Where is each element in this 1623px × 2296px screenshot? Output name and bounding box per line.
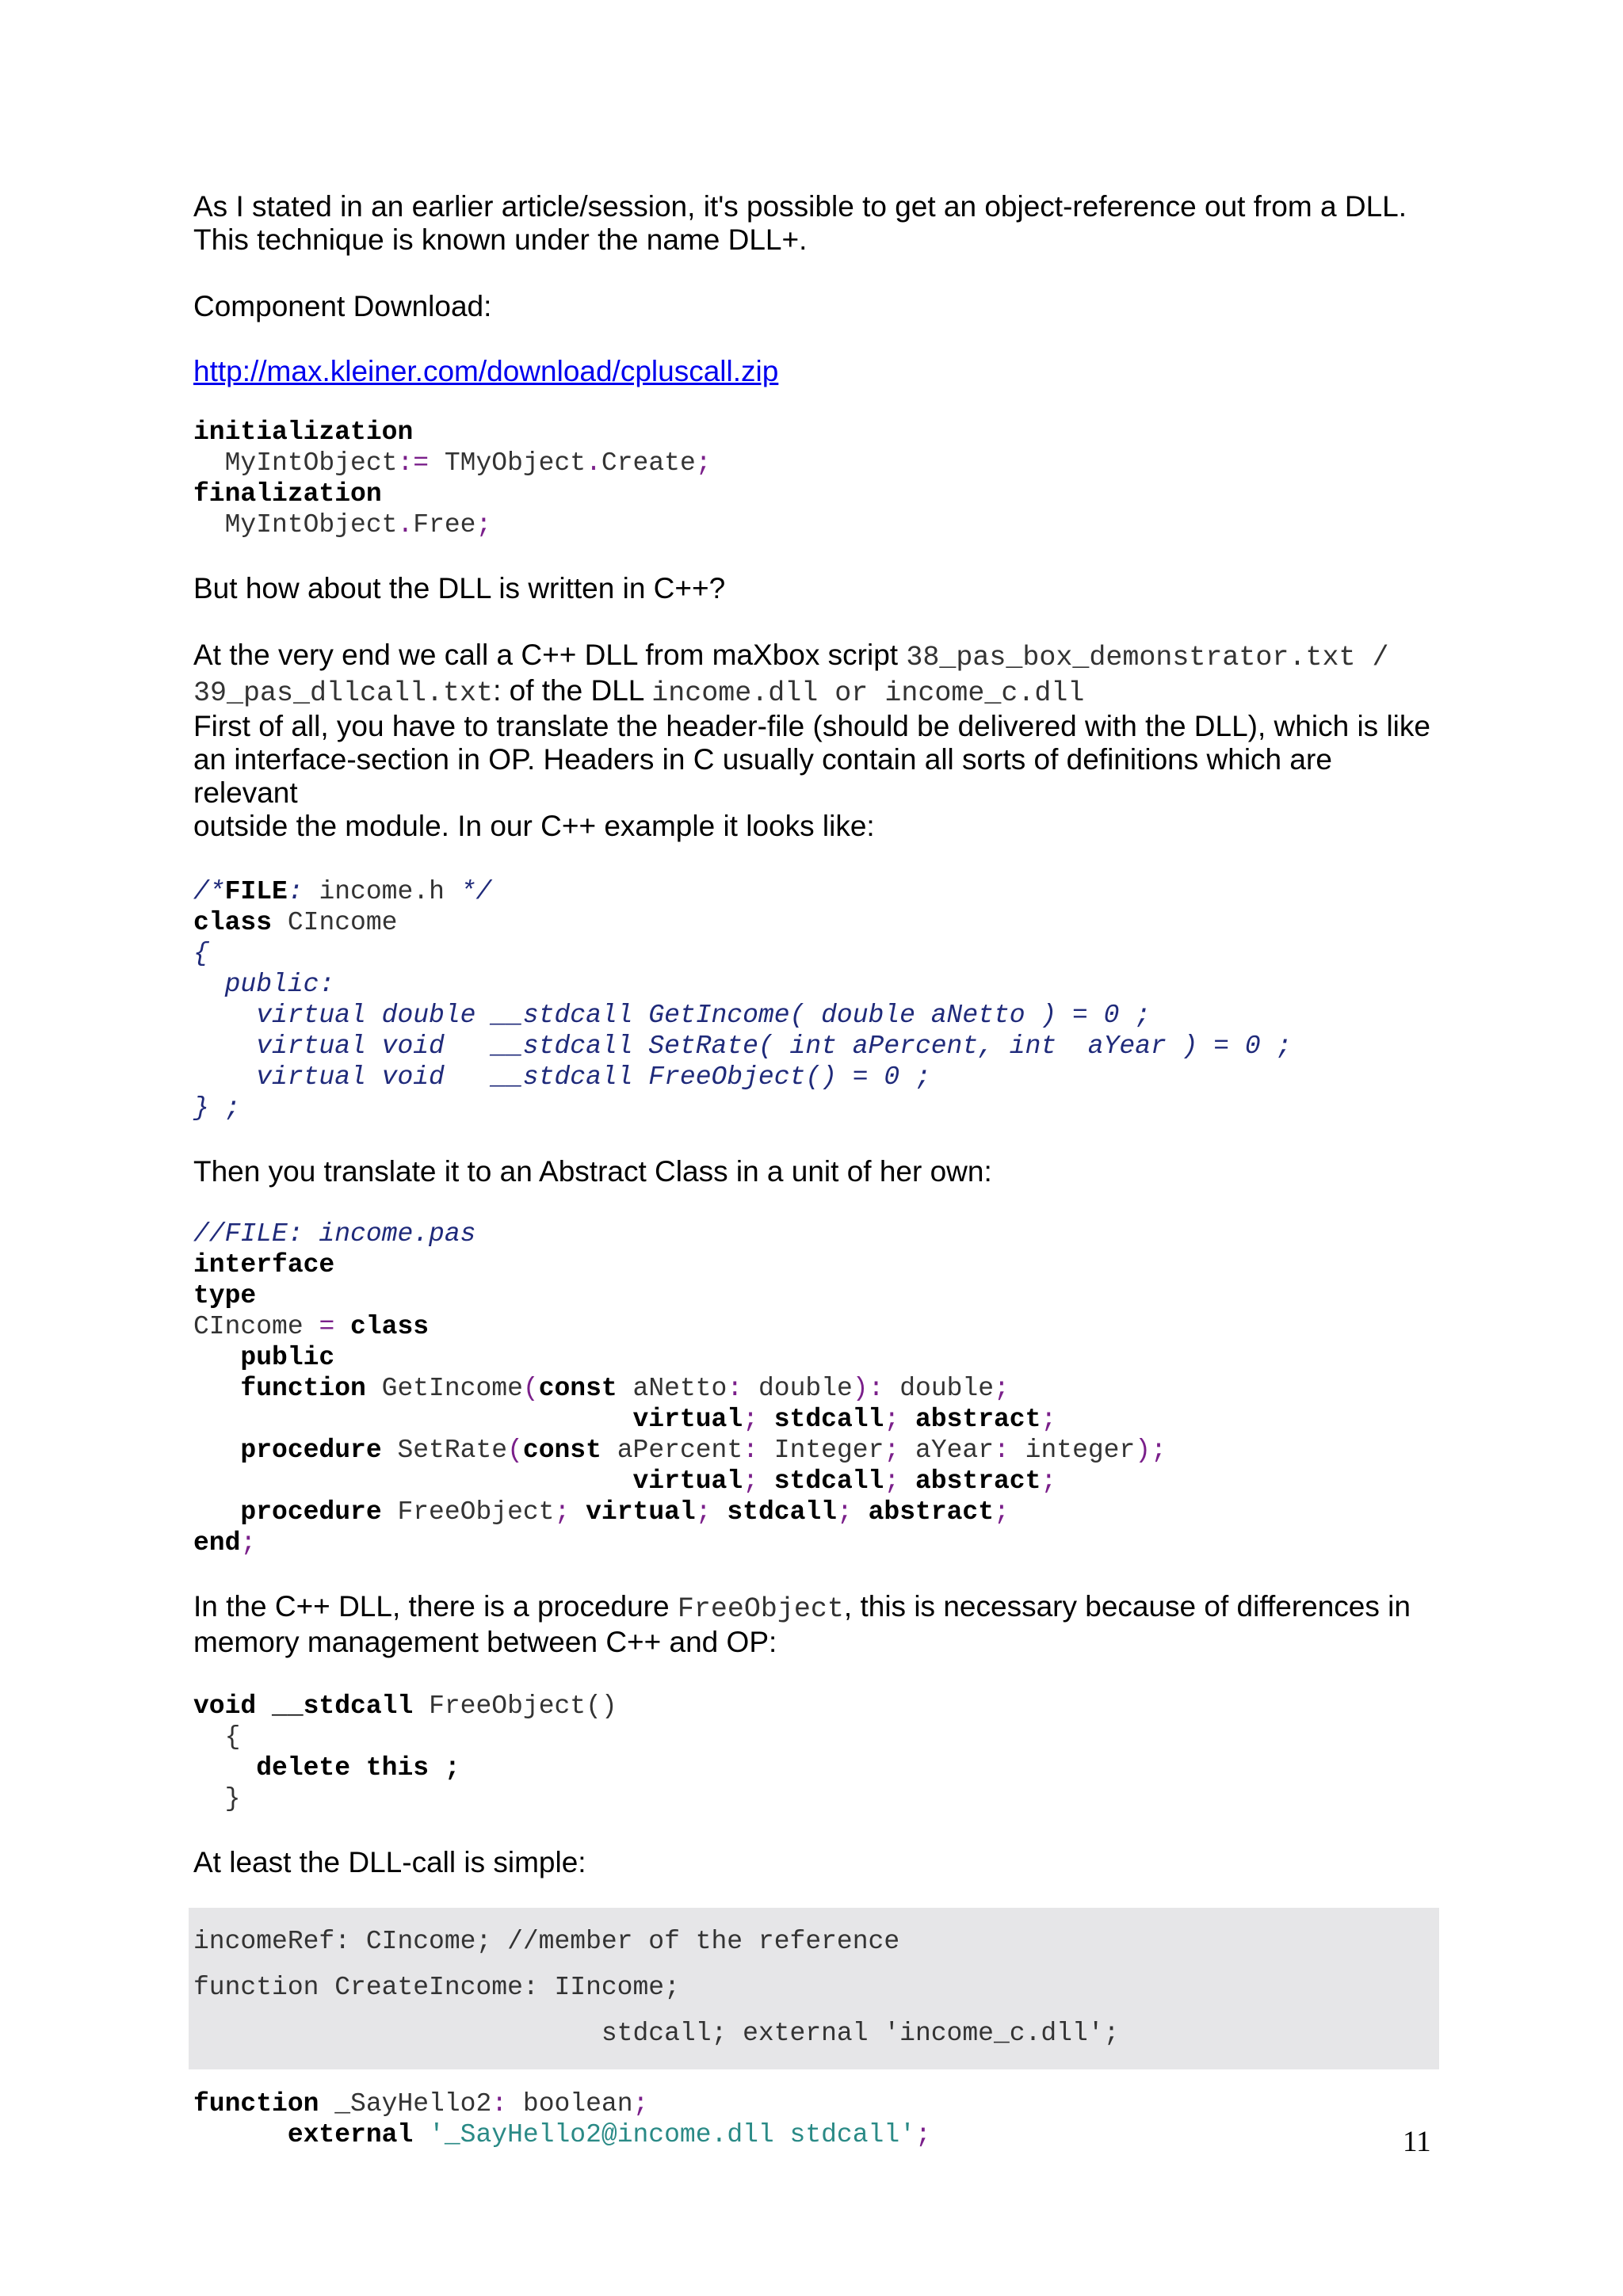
code-keyword: stdcall <box>758 1405 884 1434</box>
download-link-line <box>193 355 1442 388</box>
code-string: '_SayHello2@income.dll stdcall' <box>413 2120 915 2149</box>
code-keyword: class <box>334 1312 430 1341</box>
code-token: virtual void __stdcall SetRate( int aPercent, int aYear ) = 0 ; <box>193 1032 1293 1061</box>
code-token: Integer <box>758 1436 884 1465</box>
say-hello-code <box>193 2088 1442 2150</box>
text-run: outside the module. In our C++ example it looks like: <box>193 810 875 842</box>
dll-call-code-box <box>189 1908 1439 2069</box>
code-token: ; <box>240 1528 257 1558</box>
code-keyword: abstract <box>899 1466 1041 1496</box>
code-token: MyIntObject <box>193 448 398 478</box>
inline-code: income.dll or income_c.dll <box>651 677 1085 709</box>
code-token: aPercent <box>601 1436 743 1465</box>
inline-code: FreeObject <box>677 1593 844 1625</box>
text-run: : of the DLL <box>493 674 652 707</box>
code-token: income.h <box>303 877 460 906</box>
code-token: aNetto <box>617 1374 727 1403</box>
free-paragraph <box>193 1590 1442 1659</box>
intro-line-2: This technique is known under the name DLL+. <box>193 223 808 256</box>
code-keyword: virtual <box>632 1405 743 1434</box>
code-token: ; <box>695 448 712 478</box>
code-token: Create <box>601 448 696 478</box>
code-token: SetRate <box>381 1436 508 1465</box>
code-token: ): <box>852 1374 884 1403</box>
code-token: /* <box>193 877 225 906</box>
code-token: . <box>586 448 601 478</box>
code-keyword: const <box>522 1436 601 1465</box>
code-token: boolean <box>507 2089 633 2119</box>
code-token: : <box>994 1436 1010 1465</box>
inline-code: 39_pas_dllcall.txt <box>193 677 494 709</box>
code-keyword: virtual <box>632 1466 743 1496</box>
code-token: ; <box>743 1466 758 1496</box>
code-keyword: type <box>193 1281 257 1310</box>
code-line: stdcall; external 'income_c.dll'; <box>193 2019 1120 2048</box>
code-token: ; <box>695 1497 712 1527</box>
code-keyword: procedure <box>193 1436 382 1465</box>
code-token: . <box>397 510 414 540</box>
least-text: At least the DLL-call is simple: <box>193 1846 586 1878</box>
component-download-label: Component Download: <box>193 290 492 322</box>
intro-line-1: As I stated in an earlier article/session, it's possible to get an object-reference out from a DLL. <box>193 190 1407 223</box>
code-token: ; <box>884 1436 900 1465</box>
code-keyword: public <box>193 1343 335 1372</box>
inline-code: 38_pas_box_demonstrator.txt / <box>906 642 1389 673</box>
code-keyword: interface <box>193 1250 335 1280</box>
text-run: First of all, you have to translate the header-file (should be delivered with the DLL), which is like <box>193 710 1430 742</box>
code-token: { <box>193 939 209 968</box>
code-token: ); <box>1135 1436 1167 1465</box>
code-token: public: <box>193 970 335 999</box>
code-token: */ <box>460 877 492 906</box>
code-token: Free <box>413 510 476 540</box>
download-link[interactable]: http://max.kleiner.com/download/cpluscall.zip <box>193 355 779 387</box>
code-indent <box>193 1466 633 1496</box>
code-keyword: initialization <box>193 418 414 447</box>
code-token: : <box>287 877 304 906</box>
document-page <box>193 190 1442 2150</box>
code-keyword: abstract <box>899 1405 1041 1434</box>
code-token: ; <box>884 1466 900 1496</box>
text-run: an interface-section in OP. Headers in C usually contain all sorts of definitions which are relevant <box>193 743 1341 809</box>
code-keyword: stdcall <box>758 1466 884 1496</box>
code-keyword: external <box>193 2120 414 2149</box>
code-keyword: stdcall <box>711 1497 837 1527</box>
code-keyword: finalization <box>193 479 382 509</box>
code-token: ; <box>554 1497 571 1527</box>
code-token: FreeObject <box>381 1497 555 1527</box>
code-token: : <box>727 1374 743 1403</box>
code-keyword: abstract <box>852 1497 995 1527</box>
code-token: ; <box>994 1497 1010 1527</box>
code-token: GetIncome <box>365 1374 523 1403</box>
text-run: memory management between C++ and OP: <box>193 1626 777 1658</box>
code-token: ; <box>743 1405 758 1434</box>
free-object-code <box>193 1691 1442 1814</box>
code-keyword: const <box>538 1374 617 1403</box>
code-token: ; <box>884 1405 900 1434</box>
translate-text: Then you translate it to an Abstract Class in a unit of her own: <box>193 1155 992 1188</box>
code-keyword: virtual <box>570 1497 696 1527</box>
code-token: ; <box>836 1497 853 1527</box>
code-keyword: end <box>193 1528 241 1558</box>
init-code-block <box>193 417 1442 540</box>
code-keyword: class <box>193 908 273 937</box>
code-token: ; <box>475 510 492 540</box>
code-keyword: procedure <box>193 1497 382 1527</box>
code-token: ; <box>1041 1405 1057 1434</box>
code-token: { <box>193 1722 241 1752</box>
intro-paragraph <box>193 190 1442 257</box>
code-token: ; <box>915 2120 931 2149</box>
code-token: TMyObject <box>429 448 586 478</box>
code-token: : <box>743 1436 758 1465</box>
code-token: integer <box>1009 1436 1136 1465</box>
cpp-header-code <box>193 876 1442 1123</box>
code-keyword: FILE <box>224 877 288 906</box>
code-token: virtual void __stdcall FreeObject() = 0 ; <box>193 1062 931 1092</box>
code-keyword: function <box>193 2089 319 2119</box>
text-run: , this is necessary because of differences in <box>843 1590 1411 1623</box>
code-token: FreeObject() <box>413 1691 617 1721</box>
code-token: MyIntObject <box>193 510 398 540</box>
code-keyword: __stdcall <box>256 1691 414 1721</box>
code-token: : <box>491 2089 508 2119</box>
call-paragraph <box>193 639 1442 843</box>
code-token: ( <box>507 1436 523 1465</box>
code-token: CIncome <box>193 1312 319 1341</box>
code-token: _SayHello2 <box>319 2089 492 2119</box>
code-token: ; <box>632 2089 649 2119</box>
code-line: incomeRef: CIncome; //member of the reference <box>193 1927 900 1956</box>
code-token: } ; <box>193 1093 241 1123</box>
code-keyword: delete this ; <box>193 1753 460 1783</box>
code-token: virtual double __stdcall GetIncome( double aNetto ) = 0 ; <box>193 1001 1151 1030</box>
code-token: } <box>193 1784 241 1814</box>
code-token: = <box>319 1312 335 1341</box>
code-token: ; <box>994 1374 1010 1403</box>
code-line: function CreateIncome: IIncome; <box>193 1973 680 2002</box>
code-token: double <box>743 1374 853 1403</box>
code-keyword: void <box>193 1691 257 1721</box>
pascal-unit-code <box>193 1219 1442 1558</box>
code-comment: //FILE: income.pas <box>193 1219 476 1249</box>
code-token: double <box>884 1374 995 1403</box>
code-token: := <box>397 448 430 478</box>
text-run: At the very end we call a C++ DLL from maXbox script <box>193 639 907 671</box>
code-indent <box>193 1405 633 1434</box>
code-token: CIncome <box>272 908 398 937</box>
code-keyword: function <box>193 1374 366 1403</box>
question-text: But how about the DLL is written in C++? <box>193 572 726 605</box>
text-run: In the C++ DLL, there is a procedure <box>193 1590 678 1623</box>
code-token: ( <box>522 1374 539 1403</box>
page-number: 11 <box>1403 2126 1431 2158</box>
code-token: aYear <box>899 1436 995 1465</box>
dll-call-code <box>193 1919 1434 2057</box>
code-token: ; <box>1041 1466 1057 1496</box>
